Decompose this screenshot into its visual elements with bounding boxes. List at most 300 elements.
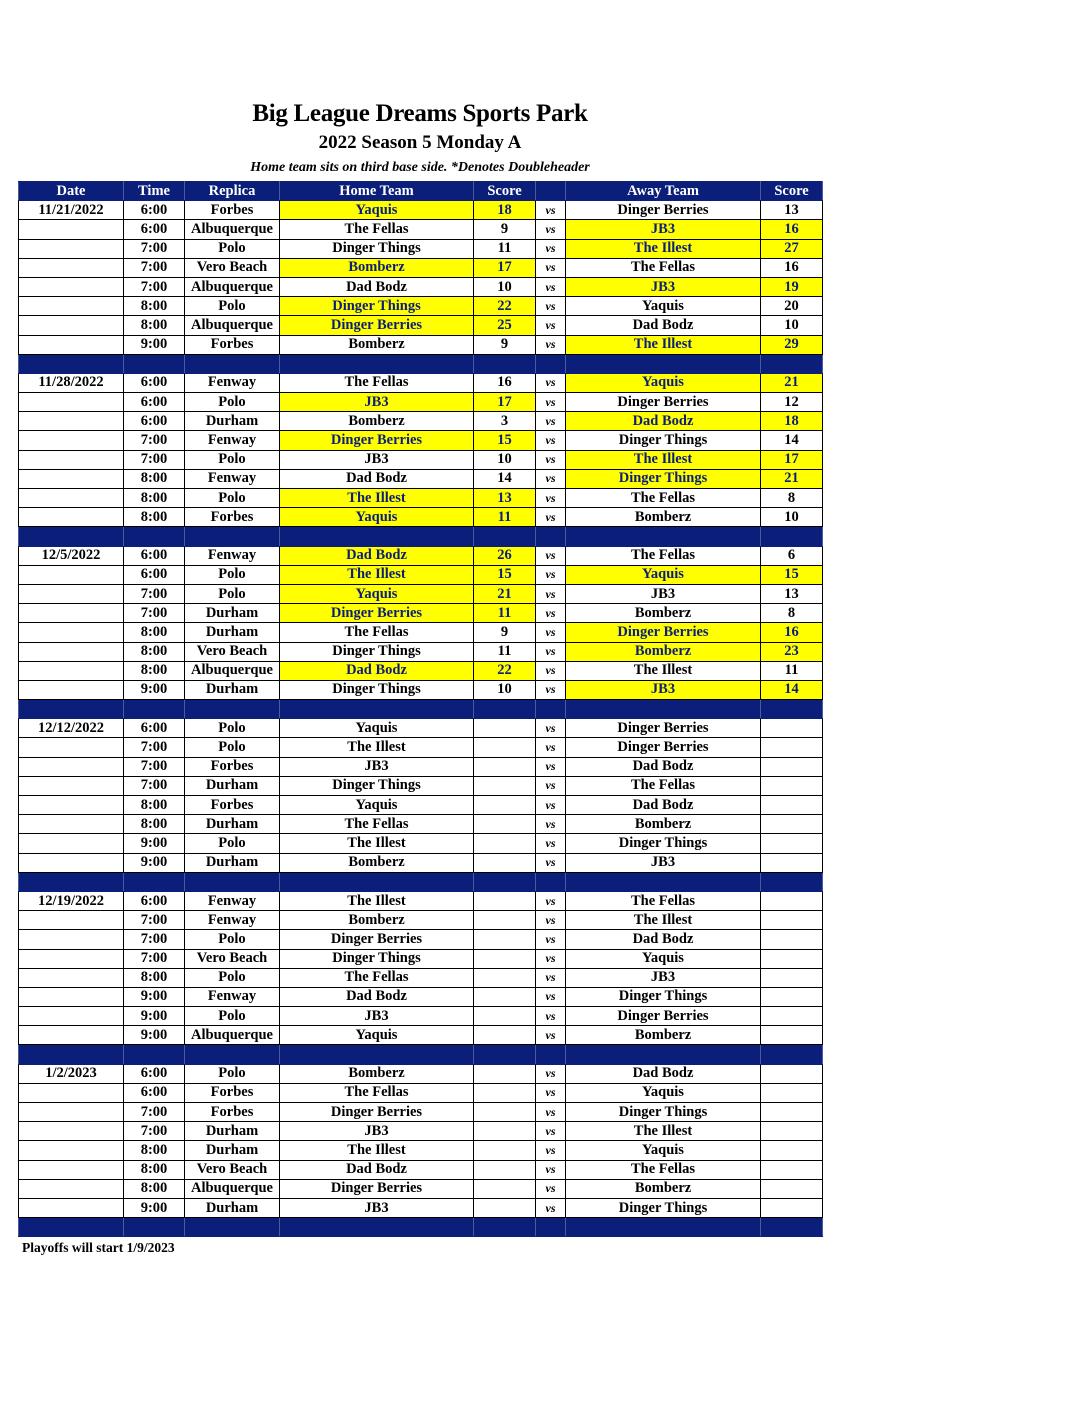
home-team-cell: The Illest	[280, 891, 474, 910]
col-vs-header	[536, 182, 566, 201]
vs-cell: vs	[536, 623, 566, 642]
date-cell	[19, 1007, 124, 1026]
separator-cell	[185, 872, 280, 891]
game-row	[19, 431, 823, 450]
home-score-cell: 11	[474, 239, 536, 258]
date-cell	[19, 450, 124, 469]
week-separator-row	[19, 354, 823, 373]
separator-cell	[280, 354, 474, 373]
away-team-cell: Dinger Berries	[566, 201, 761, 220]
time-cell: 9:00	[124, 1198, 185, 1217]
game-row	[19, 508, 823, 527]
separator-cell	[19, 354, 124, 373]
separator-cell	[761, 1045, 823, 1064]
time-cell: 8:00	[124, 661, 185, 680]
replica-cell: Durham	[185, 1141, 280, 1160]
game-row	[19, 412, 823, 431]
vs-cell: vs	[536, 393, 566, 412]
separator-cell	[566, 527, 761, 546]
schedule-body	[19, 201, 823, 1237]
date-cell	[19, 1179, 124, 1198]
away-score-cell	[761, 1026, 823, 1045]
home-team-cell: The Illest	[280, 489, 474, 508]
separator-cell	[566, 700, 761, 719]
away-score-cell	[761, 796, 823, 815]
time-cell: 9:00	[124, 1026, 185, 1045]
game-row	[19, 1007, 823, 1026]
separator-cell	[124, 1045, 185, 1064]
game-row	[19, 258, 823, 277]
separator-cell	[566, 354, 761, 373]
away-team-cell: Yaquis	[566, 297, 761, 316]
away-team-cell: Dad Bodz	[566, 1064, 761, 1083]
separator-cell	[761, 527, 823, 546]
away-score-cell: 10	[761, 508, 823, 527]
time-cell: 6:00	[124, 719, 185, 738]
time-cell: 6:00	[124, 373, 185, 392]
time-cell: 9:00	[124, 1007, 185, 1026]
home-team-cell: Bomberz	[280, 911, 474, 930]
date-cell	[19, 1026, 124, 1045]
week-separator-row	[19, 700, 823, 719]
away-score-cell: 18	[761, 412, 823, 431]
time-cell: 7:00	[124, 1122, 185, 1141]
vs-cell: vs	[536, 949, 566, 968]
home-team-cell: JB3	[280, 1198, 474, 1217]
time-cell: 6:00	[124, 565, 185, 584]
vs-cell: vs	[536, 1083, 566, 1102]
vs-cell: vs	[536, 1026, 566, 1045]
date-cell	[19, 316, 124, 335]
home-team-cell: Dad Bodz	[280, 546, 474, 565]
away-score-cell: 16	[761, 623, 823, 642]
replica-cell: Polo	[185, 565, 280, 584]
separator-cell	[761, 872, 823, 891]
away-team-cell: Dad Bodz	[566, 316, 761, 335]
time-cell: 9:00	[124, 335, 185, 354]
date-cell: 12/5/2022	[19, 546, 124, 565]
away-score-cell	[761, 776, 823, 795]
date-cell	[19, 393, 124, 412]
home-team-cell: The Illest	[280, 565, 474, 584]
away-score-cell	[761, 1007, 823, 1026]
date-cell: 1/2/2023	[19, 1064, 124, 1083]
home-score-cell	[474, 834, 536, 853]
date-cell	[19, 796, 124, 815]
away-score-cell: 21	[761, 469, 823, 488]
home-team-cell: Dinger Berries	[280, 930, 474, 949]
replica-cell: Durham	[185, 853, 280, 872]
separator-cell	[19, 527, 124, 546]
away-score-cell	[761, 834, 823, 853]
replica-cell: Fenway	[185, 431, 280, 450]
away-team-cell: The Fellas	[566, 776, 761, 795]
col-date-header: Date	[19, 182, 124, 201]
col-away-team-header: Away Team	[566, 182, 761, 201]
game-row	[19, 469, 823, 488]
home-team-cell: Bomberz	[280, 853, 474, 872]
time-cell: 7:00	[124, 431, 185, 450]
date-cell	[19, 297, 124, 316]
away-team-cell: Yaquis	[566, 1083, 761, 1102]
separator-cell	[124, 354, 185, 373]
separator-cell	[124, 1218, 185, 1237]
home-score-cell: 9	[474, 623, 536, 642]
home-score-cell	[474, 930, 536, 949]
home-team-cell: The Illest	[280, 1141, 474, 1160]
replica-cell: Durham	[185, 815, 280, 834]
home-team-cell: Yaquis	[280, 1026, 474, 1045]
home-team-cell: Yaquis	[280, 796, 474, 815]
away-team-cell: Yaquis	[566, 565, 761, 584]
game-row	[19, 277, 823, 296]
time-cell: 9:00	[124, 680, 185, 699]
home-score-cell	[474, 911, 536, 930]
game-row	[19, 891, 823, 910]
home-team-cell: Bomberz	[280, 258, 474, 277]
col-home-team-header: Home Team	[280, 182, 474, 201]
away-team-cell: Bomberz	[566, 1026, 761, 1045]
replica-cell: Polo	[185, 297, 280, 316]
game-row	[19, 776, 823, 795]
vs-cell: vs	[536, 891, 566, 910]
game-row	[19, 930, 823, 949]
date-cell	[19, 277, 124, 296]
home-score-cell	[474, 776, 536, 795]
away-score-cell	[761, 1083, 823, 1102]
home-score-cell: 9	[474, 335, 536, 354]
date-cell	[19, 642, 124, 661]
date-cell	[19, 258, 124, 277]
time-cell: 8:00	[124, 1179, 185, 1198]
away-team-cell: The Illest	[566, 911, 761, 930]
home-score-cell	[474, 1160, 536, 1179]
time-cell: 8:00	[124, 623, 185, 642]
home-score-cell: 21	[474, 584, 536, 603]
away-score-cell	[761, 1064, 823, 1083]
home-team-cell: Dinger Things	[280, 642, 474, 661]
away-score-cell: 29	[761, 335, 823, 354]
separator-cell	[185, 527, 280, 546]
time-cell: 8:00	[124, 1141, 185, 1160]
separator-cell	[280, 1045, 474, 1064]
vs-cell: vs	[536, 469, 566, 488]
col-away-score-header: Score	[761, 182, 823, 201]
home-team-cell: Yaquis	[280, 584, 474, 603]
home-score-cell: 17	[474, 258, 536, 277]
time-cell: 9:00	[124, 987, 185, 1006]
home-team-cell: Dinger Berries	[280, 1103, 474, 1122]
home-team-cell: JB3	[280, 1007, 474, 1026]
date-cell	[19, 1103, 124, 1122]
home-team-cell: Dad Bodz	[280, 661, 474, 680]
away-team-cell: Dinger Berries	[566, 623, 761, 642]
away-score-cell	[761, 738, 823, 757]
home-score-cell: 22	[474, 661, 536, 680]
home-team-cell: Dad Bodz	[280, 987, 474, 1006]
time-cell: 7:00	[124, 1103, 185, 1122]
away-team-cell: Dinger Things	[566, 1198, 761, 1217]
time-cell: 8:00	[124, 815, 185, 834]
separator-cell	[280, 527, 474, 546]
separator-cell	[185, 354, 280, 373]
replica-cell: Polo	[185, 450, 280, 469]
replica-cell: Forbes	[185, 757, 280, 776]
away-score-cell	[761, 968, 823, 987]
vs-cell: vs	[536, 450, 566, 469]
away-score-cell: 16	[761, 258, 823, 277]
away-team-cell: Yaquis	[566, 1141, 761, 1160]
game-row	[19, 1083, 823, 1102]
game-row	[19, 796, 823, 815]
game-row	[19, 450, 823, 469]
home-team-cell: Dinger Things	[280, 297, 474, 316]
away-score-cell	[761, 949, 823, 968]
separator-cell	[761, 354, 823, 373]
col-replica-header: Replica	[185, 182, 280, 201]
replica-cell: Albuquerque	[185, 661, 280, 680]
date-cell	[19, 757, 124, 776]
away-team-cell: Bomberz	[566, 604, 761, 623]
vs-cell: vs	[536, 719, 566, 738]
date-cell: 12/12/2022	[19, 719, 124, 738]
home-score-cell: 18	[474, 201, 536, 220]
vs-cell: vs	[536, 968, 566, 987]
away-score-cell	[761, 719, 823, 738]
page-title: Big League Dreams Sports Park	[252, 100, 588, 127]
away-score-cell: 8	[761, 489, 823, 508]
time-cell: 7:00	[124, 258, 185, 277]
col-time-header: Time	[124, 182, 185, 201]
time-cell: 7:00	[124, 239, 185, 258]
week-separator-row	[19, 527, 823, 546]
replica-cell: Forbes	[185, 335, 280, 354]
separator-cell	[19, 1045, 124, 1064]
away-score-cell: 13	[761, 584, 823, 603]
home-team-cell: JB3	[280, 450, 474, 469]
home-team-cell: Dinger Things	[280, 239, 474, 258]
away-score-cell	[761, 911, 823, 930]
replica-cell: Polo	[185, 719, 280, 738]
game-row	[19, 853, 823, 872]
away-team-cell: Dinger Things	[566, 834, 761, 853]
date-cell	[19, 680, 124, 699]
home-score-cell	[474, 757, 536, 776]
date-cell	[19, 1083, 124, 1102]
away-score-cell: 15	[761, 565, 823, 584]
replica-cell: Durham	[185, 412, 280, 431]
game-row	[19, 565, 823, 584]
game-row	[19, 1026, 823, 1045]
time-cell: 6:00	[124, 1083, 185, 1102]
time-cell: 6:00	[124, 220, 185, 239]
date-cell	[19, 853, 124, 872]
time-cell: 8:00	[124, 642, 185, 661]
home-score-cell: 9	[474, 220, 536, 239]
away-team-cell: Dinger Things	[566, 469, 761, 488]
away-score-cell	[761, 1103, 823, 1122]
separator-cell	[536, 527, 566, 546]
separator-cell	[474, 1218, 536, 1237]
home-score-cell: 15	[474, 431, 536, 450]
date-cell	[19, 584, 124, 603]
vs-cell: vs	[536, 642, 566, 661]
game-row	[19, 316, 823, 335]
time-cell: 6:00	[124, 201, 185, 220]
home-team-cell: Dinger Berries	[280, 604, 474, 623]
date-cell	[19, 1198, 124, 1217]
away-team-cell: Dad Bodz	[566, 757, 761, 776]
home-score-cell: 3	[474, 412, 536, 431]
replica-cell: Fenway	[185, 891, 280, 910]
date-cell	[19, 834, 124, 853]
separator-cell	[474, 527, 536, 546]
home-score-cell	[474, 719, 536, 738]
home-score-cell	[474, 987, 536, 1006]
game-row	[19, 719, 823, 738]
home-score-cell: 15	[474, 565, 536, 584]
away-team-cell: The Illest	[566, 239, 761, 258]
vs-cell: vs	[536, 584, 566, 603]
separator-cell	[566, 1218, 761, 1237]
game-row	[19, 584, 823, 603]
replica-cell: Forbes	[185, 1083, 280, 1102]
replica-cell: Fenway	[185, 911, 280, 930]
game-row	[19, 546, 823, 565]
home-score-cell: 11	[474, 604, 536, 623]
time-cell: 8:00	[124, 297, 185, 316]
time-cell: 9:00	[124, 834, 185, 853]
away-score-cell	[761, 1198, 823, 1217]
away-team-cell: The Fellas	[566, 489, 761, 508]
time-cell: 7:00	[124, 277, 185, 296]
separator-cell	[536, 354, 566, 373]
separator-cell	[536, 1218, 566, 1237]
game-row	[19, 373, 823, 392]
away-team-cell: Yaquis	[566, 949, 761, 968]
away-score-cell: 23	[761, 642, 823, 661]
time-cell: 6:00	[124, 891, 185, 910]
time-cell: 6:00	[124, 412, 185, 431]
vs-cell: vs	[536, 1007, 566, 1026]
home-score-cell	[474, 796, 536, 815]
away-score-cell	[761, 1141, 823, 1160]
game-row	[19, 393, 823, 412]
replica-cell: Albuquerque	[185, 220, 280, 239]
home-team-cell: The Fellas	[280, 815, 474, 834]
replica-cell: Polo	[185, 968, 280, 987]
replica-cell: Forbes	[185, 1103, 280, 1122]
separator-cell	[566, 1045, 761, 1064]
time-cell: 7:00	[124, 911, 185, 930]
separator-cell	[185, 700, 280, 719]
date-cell	[19, 431, 124, 450]
replica-cell: Vero Beach	[185, 1160, 280, 1179]
away-team-cell: Dinger Things	[566, 1103, 761, 1122]
home-score-cell	[474, 738, 536, 757]
time-cell: 8:00	[124, 489, 185, 508]
date-cell	[19, 412, 124, 431]
away-team-cell: The Illest	[566, 335, 761, 354]
replica-cell: Fenway	[185, 373, 280, 392]
away-score-cell: 6	[761, 546, 823, 565]
replica-cell: Albuquerque	[185, 277, 280, 296]
vs-cell: vs	[536, 853, 566, 872]
time-cell: 7:00	[124, 776, 185, 795]
away-score-cell	[761, 853, 823, 872]
home-score-cell	[474, 1141, 536, 1160]
away-score-cell	[761, 987, 823, 1006]
vs-cell: vs	[536, 757, 566, 776]
replica-cell: Forbes	[185, 508, 280, 527]
away-team-cell: The Illest	[566, 450, 761, 469]
vs-cell: vs	[536, 661, 566, 680]
header-row	[19, 182, 823, 201]
home-score-cell: 14	[474, 469, 536, 488]
vs-cell: vs	[536, 604, 566, 623]
home-score-cell	[474, 1083, 536, 1102]
home-score-cell	[474, 853, 536, 872]
date-cell	[19, 930, 124, 949]
vs-cell: vs	[536, 335, 566, 354]
vs-cell: vs	[536, 911, 566, 930]
date-cell: 11/28/2022	[19, 373, 124, 392]
away-score-cell: 11	[761, 661, 823, 680]
time-cell: 7:00	[124, 949, 185, 968]
replica-cell: Forbes	[185, 201, 280, 220]
vs-cell: vs	[536, 546, 566, 565]
replica-cell: Polo	[185, 1064, 280, 1083]
away-team-cell: Dinger Berries	[566, 719, 761, 738]
away-score-cell: 8	[761, 604, 823, 623]
home-score-cell	[474, 891, 536, 910]
home-team-cell: Bomberz	[280, 412, 474, 431]
home-score-cell	[474, 1198, 536, 1217]
home-team-cell: The Illest	[280, 834, 474, 853]
away-team-cell: JB3	[566, 853, 761, 872]
date-cell	[19, 661, 124, 680]
separator-cell	[124, 527, 185, 546]
separator-cell	[761, 1218, 823, 1237]
date-cell	[19, 623, 124, 642]
away-team-cell: Dad Bodz	[566, 930, 761, 949]
vs-cell: vs	[536, 1103, 566, 1122]
game-row	[19, 738, 823, 757]
separator-cell	[474, 354, 536, 373]
home-score-cell	[474, 1179, 536, 1198]
time-cell: 9:00	[124, 853, 185, 872]
vs-cell: vs	[536, 565, 566, 584]
away-team-cell: JB3	[566, 680, 761, 699]
home-team-cell: Yaquis	[280, 508, 474, 527]
vs-cell: vs	[536, 489, 566, 508]
page-subtitle: 2022 Season 5 Monday A	[318, 132, 522, 153]
away-score-cell	[761, 757, 823, 776]
away-team-cell: Bomberz	[566, 642, 761, 661]
home-team-cell: Dinger Things	[280, 949, 474, 968]
separator-cell	[566, 872, 761, 891]
vs-cell: vs	[536, 1198, 566, 1217]
date-cell	[19, 1122, 124, 1141]
away-team-cell: The Fellas	[566, 258, 761, 277]
separator-cell	[536, 872, 566, 891]
game-row	[19, 335, 823, 354]
away-team-cell: Bomberz	[566, 815, 761, 834]
time-cell: 8:00	[124, 796, 185, 815]
home-team-cell: Dad Bodz	[280, 1160, 474, 1179]
game-row	[19, 220, 823, 239]
vs-cell: vs	[536, 987, 566, 1006]
